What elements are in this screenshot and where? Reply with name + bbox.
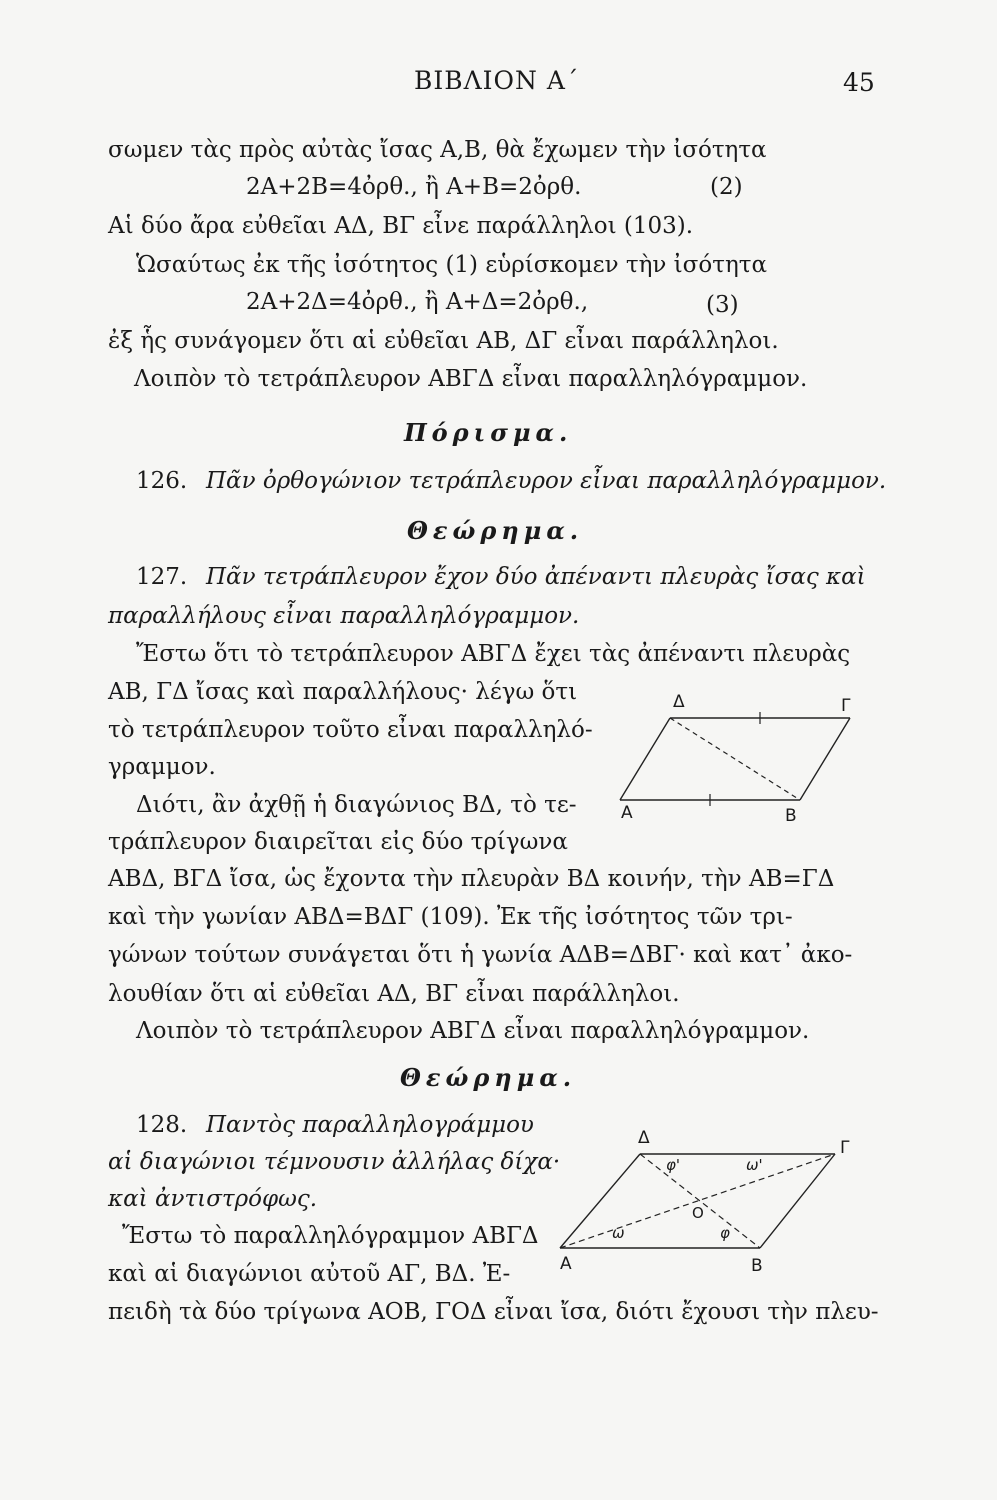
side-ad: [620, 718, 670, 800]
section-heading: Πόρισμα.: [404, 418, 573, 447]
equation-number-3: (3): [706, 292, 739, 318]
vertex-label-b: Β: [785, 806, 797, 826]
text-line: ἐξ ἧς συνάγομεν ὅτι αἱ εὐθεῖαι ΑΒ, ΔΓ εἶναι παράλληλοι.: [108, 328, 779, 354]
diagonal-bd: [640, 1154, 760, 1248]
text-line: Ἔστω ὅτι τὸ τετράπλευρον ΑΒΓΔ ἔχει τὰς ἀπέναντι πλευρὰς: [136, 641, 851, 667]
text-line: σωμεν τὰς πρὸς αὐτὰς ἴσας Α,Β, θὰ ἔχωμεν τὴν ἰσότητα: [108, 137, 767, 163]
running-title: ΒΙΒΛΙΟΝ Α΄: [414, 66, 580, 95]
corollary-statement: Πᾶν ὀρθογώνιον τετράπλευρον εἶναι παραλληλόγραμμον.: [206, 468, 887, 494]
parallelogram-figure-127: [605, 690, 875, 830]
equation-2: 2Α+2Β=4ὀρθ., ἢ Α+Β=2ὀρθ.: [246, 174, 582, 200]
text-line: Διότι, ἂν ἀχθῇ ἡ διαγώνιος ΒΔ, τὸ τε-: [136, 792, 577, 818]
text-line: ΑΒ, ΓΔ ἴσας καὶ παραλλήλους· λέγω ὅτι: [108, 679, 578, 705]
theorem-statement: αἱ διαγώνιοι τέμνουσιν ἀλλήλας δίχα·: [108, 1149, 561, 1175]
vertex-label-b: Β: [751, 1256, 763, 1276]
text-line: τὸ τετράπλευρον τοῦτο εἶναι παραλληλό-: [108, 717, 593, 743]
side-bg: [760, 1154, 835, 1248]
theorem-statement: Πᾶν τετράπλευρον ἔχον δύο ἀπέναντι πλευρὰς ἴσας καὶ: [206, 564, 866, 590]
equation-number-2: (2): [710, 174, 743, 200]
text-line: πειδὴ τὰ δύο τρίγωνα ΑΟΒ, ΓΟΔ εἶναι ἴσα, διότι ἔχουσι τὴν πλευ-: [108, 1299, 879, 1325]
vertex-label-d: Δ: [638, 1128, 650, 1148]
vertex-label-a: Α: [560, 1254, 572, 1274]
theorem-statement: καὶ ἀντιστρόφως.: [108, 1186, 318, 1212]
item-number: 126.: [136, 468, 188, 494]
angle-label: ω': [746, 1156, 763, 1174]
angle-label: φ: [720, 1224, 730, 1242]
theorem-statement: παραλλήλους εἶναι παραλληλόγραμμον.: [108, 603, 580, 629]
center-label-o: O: [692, 1204, 704, 1222]
text-line: Λοιπὸν τὸ τετράπλευρον ΑΒΓΔ εἶναι παραλληλόγραμμον.: [136, 1018, 810, 1044]
section-heading: Θεώρημα.: [400, 1063, 577, 1092]
vertex-label-d: Δ: [673, 692, 685, 712]
parallelogram-figure-128: [548, 1120, 858, 1280]
text-line: καὶ τὴν γωνίαν ΑΒΔ=ΒΔΓ (109). Ἐκ τῆς ἰσότητος τῶν τρι-: [108, 904, 793, 930]
page-number: 45: [843, 68, 875, 97]
item-number: 128.: [136, 1112, 188, 1138]
figure-127-drawing: [605, 690, 875, 830]
text-line: Λοιπὸν τὸ τετράπλευρον ΑΒΓΔ εἶναι παραλληλόγραμμον.: [134, 366, 808, 392]
text-line: Αἱ δύο ἄρα εὐθεῖαι ΑΔ, ΒΓ εἶνε παράλληλοι (103).: [108, 213, 694, 239]
text-line: Ἔστω τὸ παραλληλόγραμμον ΑΒΓΔ: [122, 1223, 539, 1249]
figure-128-drawing: [548, 1120, 858, 1280]
text-line: γραμμον.: [108, 754, 216, 780]
item-number: 127.: [136, 564, 188, 590]
vertex-label-a: Α: [621, 803, 633, 823]
equation-3: 2Α+2Δ=4ὀρθ., ἢ Α+Δ=2ὀρθ.,: [246, 289, 589, 315]
text-line: τράπλευρον διαιρεῖται εἰς δύο τρίγωνα: [108, 829, 568, 855]
angle-label: φ': [666, 1156, 681, 1174]
vertex-label-g: Γ: [840, 1138, 850, 1158]
text-line: καὶ αἱ διαγώνιοι αὐτοῦ ΑΓ, ΒΔ. Ἐ-: [108, 1261, 511, 1287]
text-line: ΑΒΔ, ΒΓΔ ἴσα, ὡς ἔχοντα τὴν πλευρὰν ΒΔ κοινήν, τὴν ΑΒ=ΓΔ: [108, 866, 835, 892]
vertex-label-g: Γ: [841, 696, 851, 716]
side-bg: [800, 718, 850, 800]
diagonal-bd: [670, 718, 800, 800]
diagonal-ag: [560, 1154, 835, 1248]
theorem-statement: Παντὸς παραλληλογράμμου: [206, 1112, 534, 1138]
text-line: λουθίαν ὅτι αἱ εὐθεῖαι ΑΔ, ΒΓ εἶναι παράλληλοι.: [108, 981, 680, 1007]
text-line: γώνων τούτων συνάγεται ὅτι ἡ γωνία ΑΔΒ=ΔΒΓ· καὶ κατ᾽ ἀκο-: [108, 942, 853, 968]
text-line: Ὡσαύτως ἐκ τῆς ἰσότητος (1) εὑρίσκομεν τὴν ἰσότητα: [136, 252, 767, 278]
angle-label: ω: [612, 1224, 625, 1242]
section-heading: Θεώρημα.: [407, 516, 584, 545]
